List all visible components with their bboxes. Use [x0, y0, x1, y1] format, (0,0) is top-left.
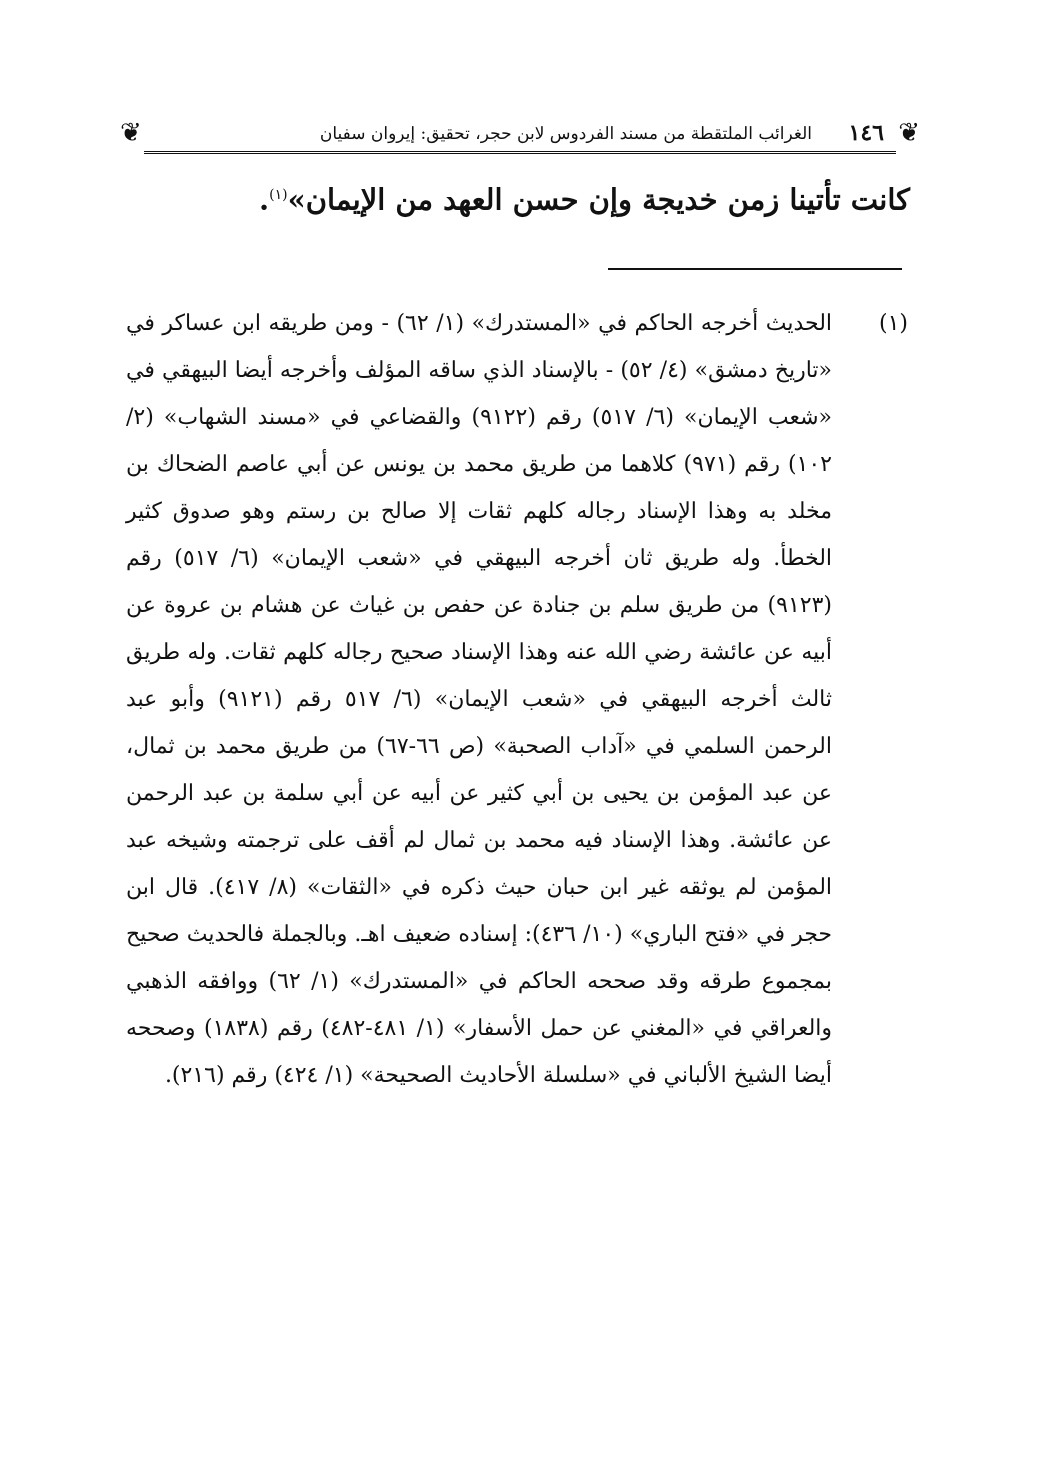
- footnote-text: الحديث أخرجه الحاكم في «المستدرك» (١/ ٦٢) - ومن طريقه ابن عساكر في «تاريخ دمشق» (٤/ ٥٢) - بالإسناد الذي ساقه المؤلف وأخرجه أيضا البيهقي في «شعب الإيمان» (٦/ ٥١٧) رقم (٩١٢٢) والقضاعي في «مسند الشهاب» (٢/ ١٠٢) رقم (٩٧١) كلاهما من طريق محمد بن يونس عن أبي عاصم الضحاك بن مخلد به وهذا الإسناد رجاله كلهم ثقات إلا صالح بن رستم وهو صدوق كثير الخطأ. وله طريق ثان أخرجه البيهقي في «شعب الإيمان» (٦/ ٥١٧) رقم (٩١٢٣) من طريق سلم بن جنادة عن حفص بن غياث عن هشام بن عروة عن أبيه عن عائشة رضي الله عنه وهذا الإسناد صحيح رجاله كلهم ثقات. وله طريق ثالث أخرجه البيهقي في «شعب الإيمان» (٦/ ٥١٧ رقم (٩١٢١) وأبو عبد الرحمن السلمي في «آداب الصحبة» (ص ٦٦-٦٧) من طريق محمد بن ثمال، عن عبد المؤمن بن يحيى بن أبي كثير عن أبيه عن أبي سلمة بن عبد الرحمن عن عائشة. وهذا الإسناد فيه محمد بن ثمال لم أقف على ترجمته وشيخه عبد المؤمن لم يوثقه غير ابن حبان حيث ذكره في «الثقات» (٨/ ٤١٧). قال ابن حجر في «فتح الباري» (١٠/ ٤٣٦): إسناده ضعيف اهـ. وبالجملة فالحديث صحيح بمجموع طرقه وقد صححه الحاكم في «المستدرك» (١/ ٦٢) ووافقه الذهبي والعراقي في «المغني عن حمل الأسفار» (١/ ٤٨١-٤٨٢) رقم (١٨٣٨) وصححه أيضا الشيخ الألباني في «سلسلة الأحاديث الصحيحة» (١/ ٤٢٤) رقم (٢١٦).: [126, 311, 833, 1088]
- hadith-body: كانت تأتينا زمن خديجة وإن حسن العهد من الإيمان»: [287, 182, 910, 217]
- page-number: ١٤٦: [848, 120, 884, 146]
- footnote-separator: [608, 268, 902, 270]
- hadith-text: [130, 172, 910, 223]
- floral-ornament-icon: ❦: [120, 118, 142, 148]
- floral-ornament-icon: ❦: [898, 118, 920, 148]
- hadith-end: .: [259, 182, 270, 217]
- footnote-reference: (١): [269, 187, 288, 203]
- footnote: [126, 300, 908, 1099]
- running-title: الغرائب الملتقطة من مسند الفردوس لابن حجر، تحقيق: إيروان سفيان: [319, 124, 812, 144]
- page-header: [120, 112, 920, 156]
- header-rule: [144, 151, 896, 154]
- footnote-number: (١): [878, 311, 908, 336]
